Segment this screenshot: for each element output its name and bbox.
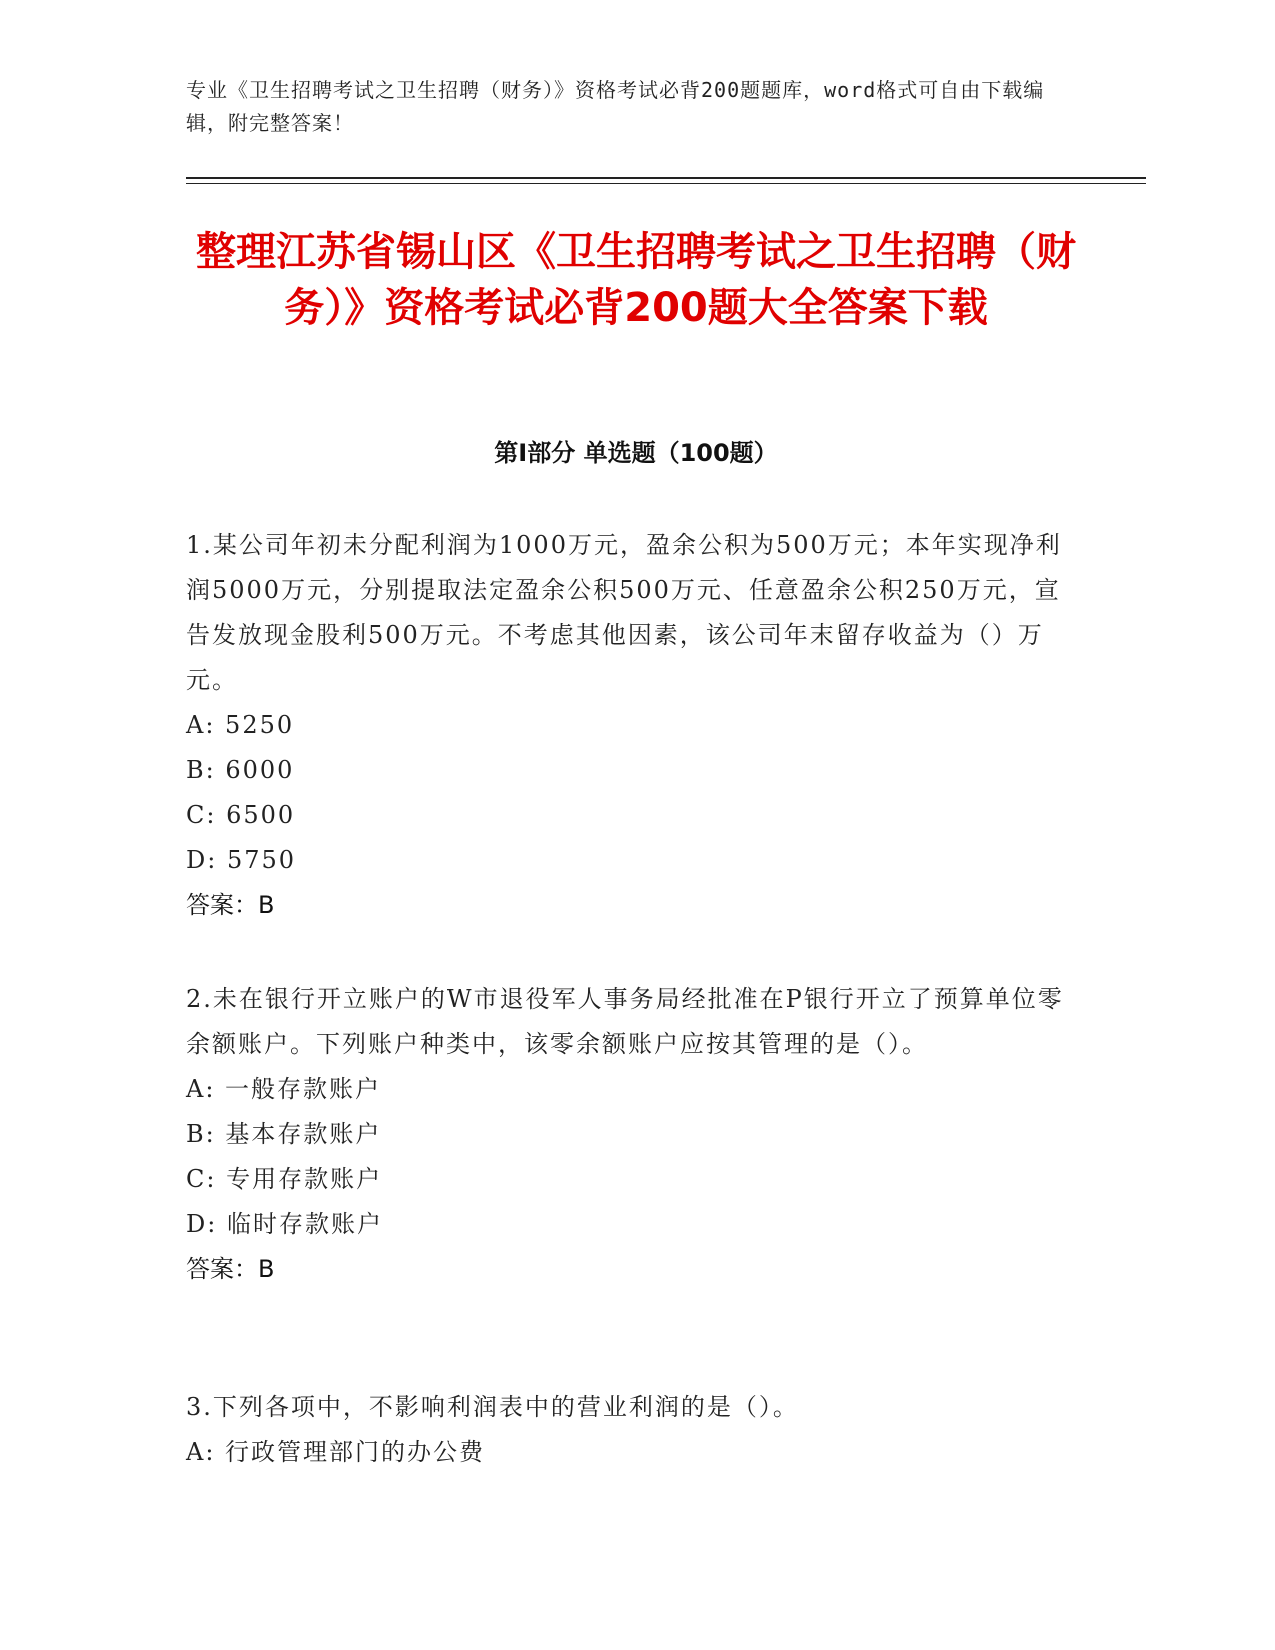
option-c: C: 6500 bbox=[186, 801, 296, 829]
option-a: A: 一般存款账户 bbox=[186, 1075, 382, 1103]
header-note: 专业《卫生招聘考试之卫生招聘（财务）》资格考试必背200题题库，word格式可自由下载编辑，附完整答案！ bbox=[186, 78, 1045, 135]
option-d: D: 临时存款账户 bbox=[186, 1210, 383, 1238]
option-d: D: 5750 bbox=[186, 846, 297, 874]
question-3 bbox=[186, 1385, 1086, 1475]
option-b: B: 6000 bbox=[186, 756, 295, 784]
option-a: A: 5250 bbox=[186, 711, 295, 739]
option-b: B: 基本存款账户 bbox=[186, 1120, 382, 1148]
header-divider-thick bbox=[186, 177, 1146, 179]
header-divider-thin bbox=[186, 183, 1146, 184]
document-title: 整理江苏省锡山区《卫生招聘考试之卫生招聘（财务）》资格考试必背200题大全答案下载 bbox=[196, 229, 1076, 331]
question-text: 1.某公司年初未分配利润为1000万元，盈余公积为500万元；本年实现净利润5000万元，分别提取法定盈余公积500万元、任意盈余公积250万元，宣告发放现金股利500万元。不考虑其他因素，该公司年末留存收益为（）万元。 bbox=[186, 531, 1062, 694]
question-text: 2.未在银行开立账户的W市退役军人事务局经批准在P银行开立了预算单位零余额账户。下列账户种类中，该零余额账户应按其管理的是（）。 bbox=[186, 985, 1064, 1058]
answer: 答案：B bbox=[186, 891, 275, 919]
option-a: A: 行政管理部门的办公费 bbox=[186, 1438, 486, 1466]
option-c: C: 专用存款账户 bbox=[186, 1165, 383, 1193]
question-2 bbox=[186, 977, 1086, 1292]
section-title: 第I部分 单选题（100题） bbox=[494, 439, 778, 467]
question-text: 3.下列各项中，不影响利润表中的营业利润的是（）。 bbox=[186, 1393, 799, 1421]
question-1 bbox=[186, 523, 1086, 928]
answer: 答案：B bbox=[186, 1255, 275, 1283]
